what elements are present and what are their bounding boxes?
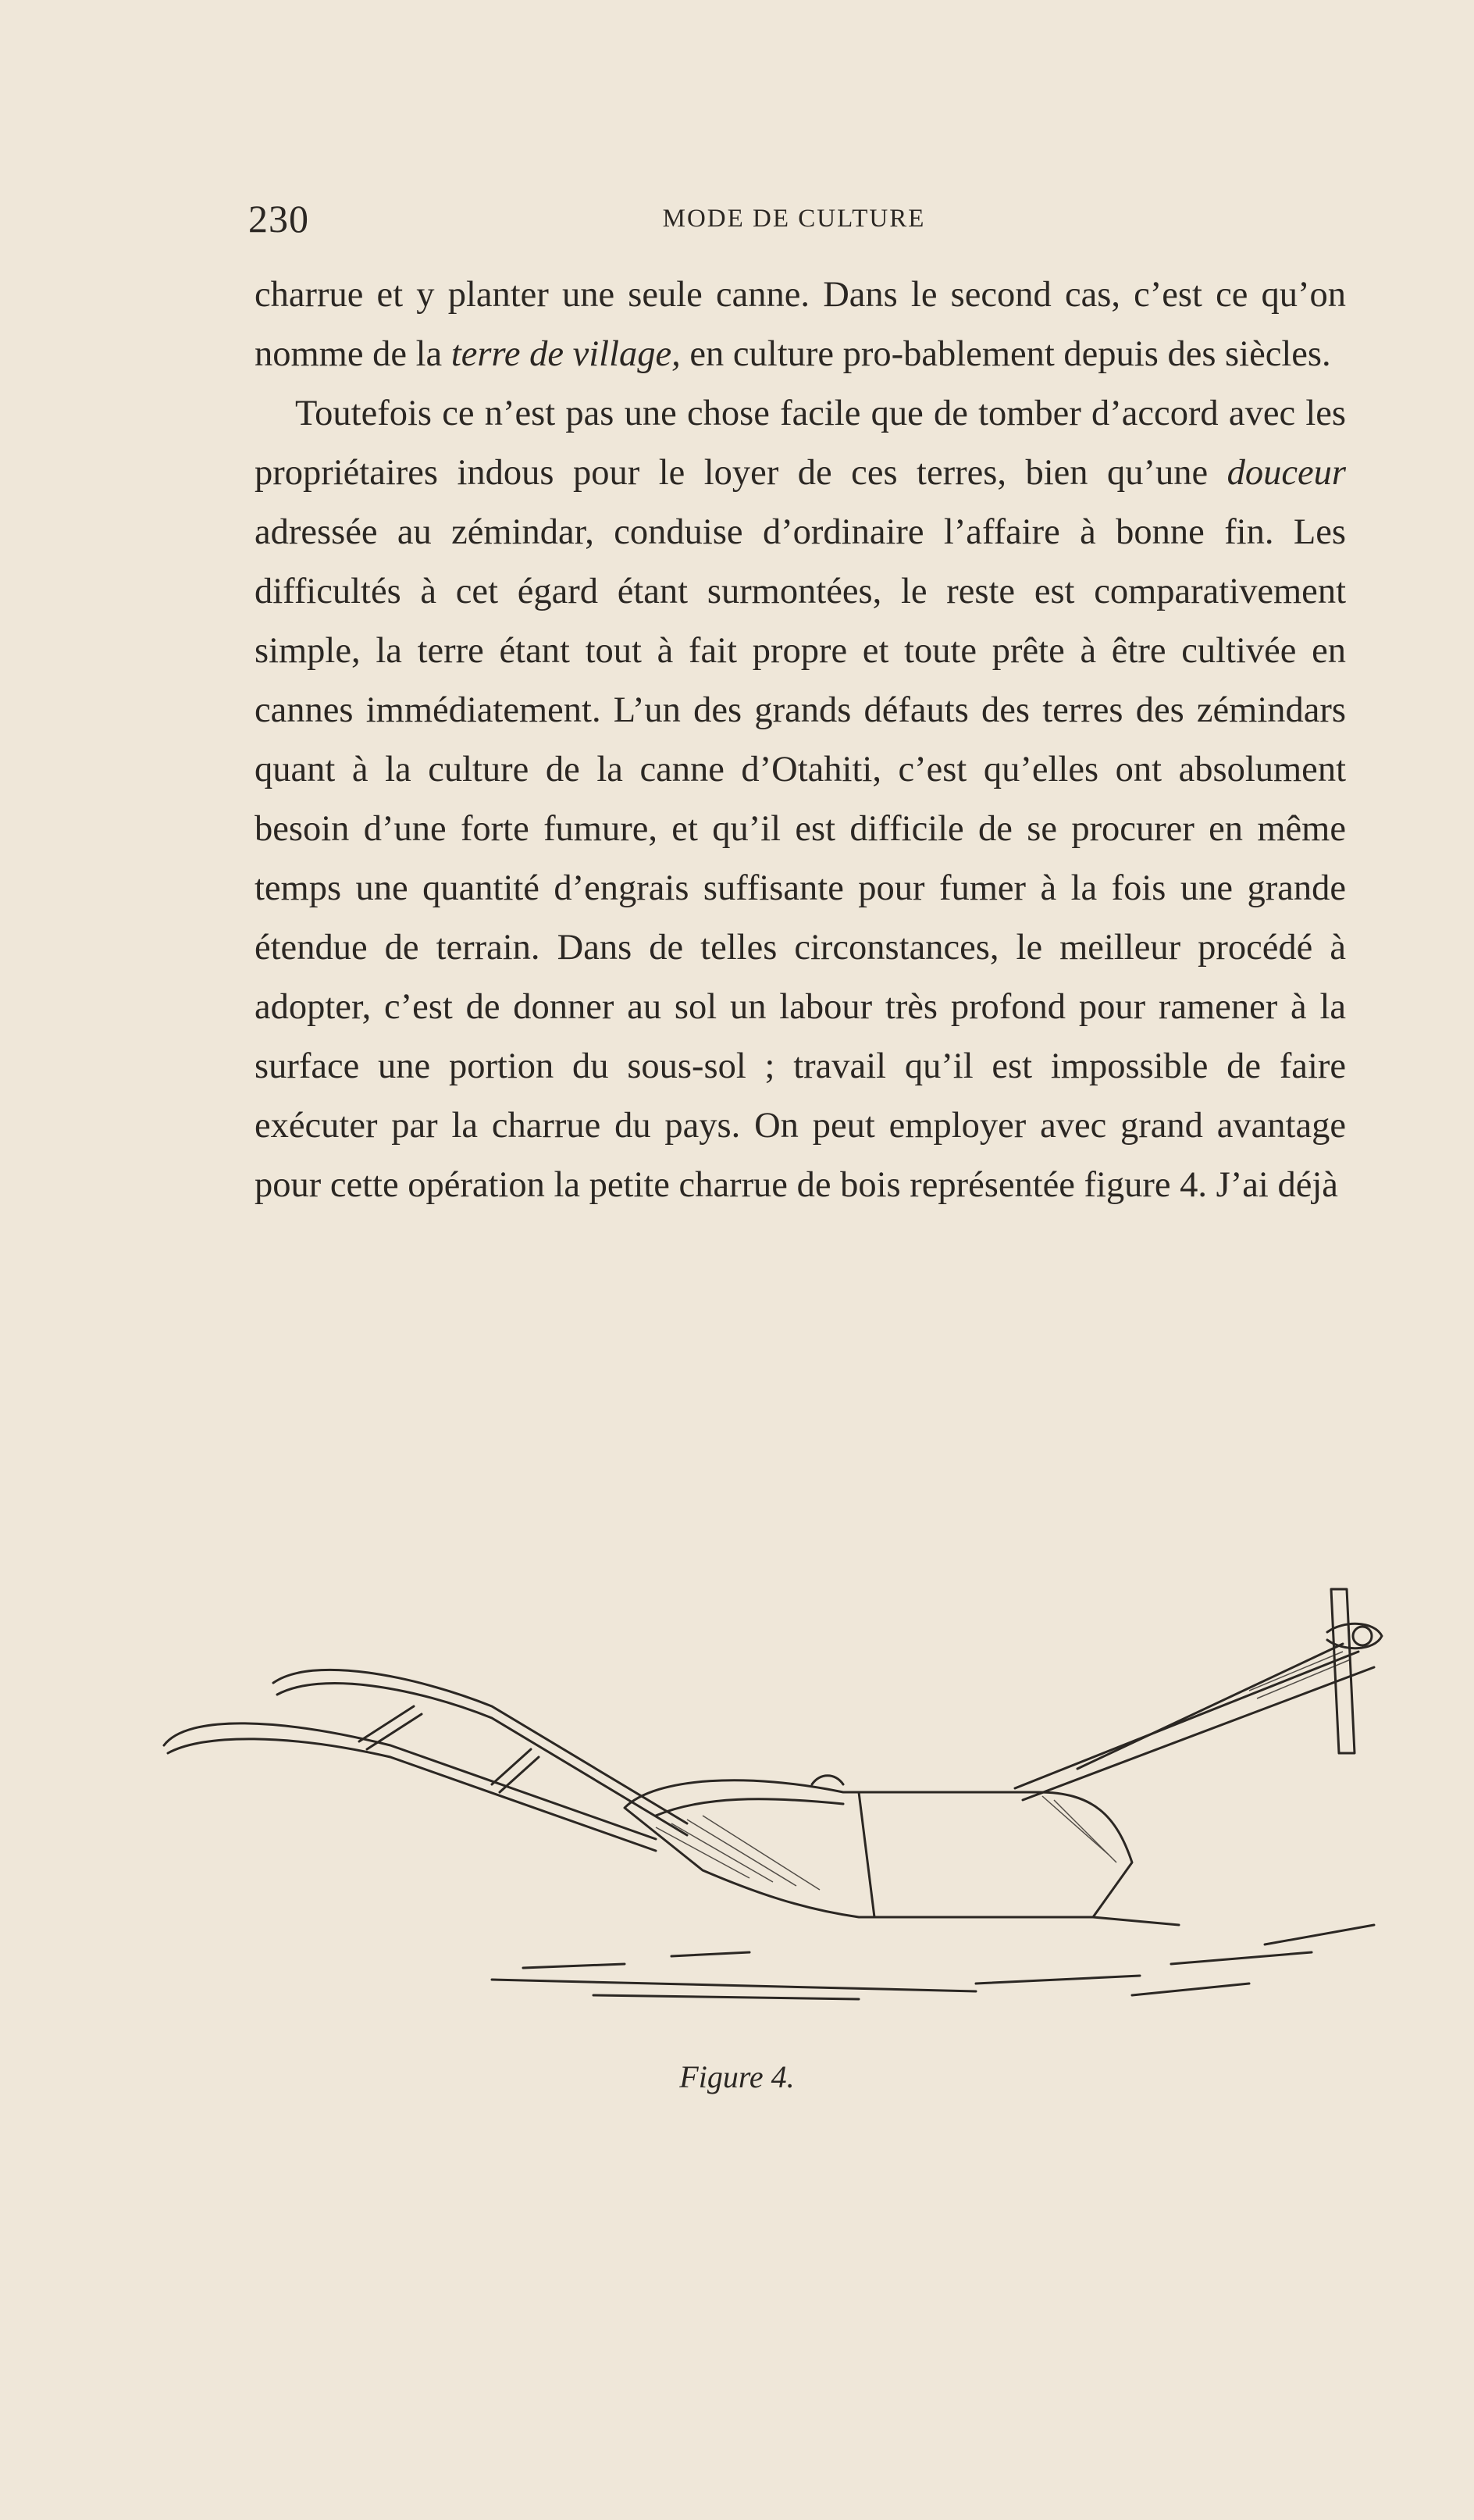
plough-post bbox=[1331, 1589, 1355, 1753]
plough-handle-lower bbox=[164, 1723, 656, 1839]
paragraph-1-emphasis: terre de village, bbox=[450, 334, 681, 374]
page-number: 230 bbox=[248, 197, 309, 241]
paragraph-2 bbox=[255, 384, 1346, 1215]
figure-caption: Figure 4. bbox=[679, 2059, 795, 2094]
page-header bbox=[248, 195, 1340, 258]
body-text bbox=[255, 266, 1346, 1215]
plough-illustration bbox=[156, 1558, 1405, 2042]
plough-mouldboard bbox=[625, 1780, 1132, 1917]
paragraph-2-text-a: Toutefois ce n’est pas une chose facile que de tomber d’accord avec les propriétaires indous pour le loyer de ces terres, bien qu’une bbox=[255, 394, 1346, 493]
paragraph-1-text-a: charrue et y planter une seule canne. Dans le second cas, c’est ce qu’on nomme de la bbox=[255, 275, 1346, 374]
running-title: MODE DE CULTURE bbox=[662, 205, 926, 233]
plough-figure bbox=[156, 1558, 1405, 2042]
paragraph-1 bbox=[255, 266, 1346, 384]
paragraph-2-text-b: adressée au zémindar, conduise d’ordinaire l’affaire à bonne fin. Les difficultés à cet égard étant surmontées, le reste est comparativement simple, la terre étant tout à fait propre et toute prête à être cultivée en cannes immédiatement. L’un des grands défauts des terres des zémindars quant à la culture de la canne d’Otahiti, c’est qu’elles ont absolument besoin d’une forte fumure, et qu’il est difficile de se procurer en même temps une quantité d’engrais suffisante pour fumer à la fois une grande étendue de terrain. Dans de telles circonstances, le meilleur procédé à adopter, c’est de donner au sol un labour très profond pour ramener à la surface une portion du sous-sol ; travail qu’il est impossible de faire exécuter par la charrue du pays. On peut employer avec grand avantage pour cette opération la petite charrue de bois représentée figure 4. J’ai déjà bbox=[255, 512, 1346, 1205]
paragraph-1-text-b: en culture pro-bablement depuis des siècles. bbox=[680, 334, 1331, 374]
plough-beam bbox=[1015, 1652, 1358, 1788]
paragraph-2-emphasis: douceur bbox=[1227, 453, 1346, 493]
